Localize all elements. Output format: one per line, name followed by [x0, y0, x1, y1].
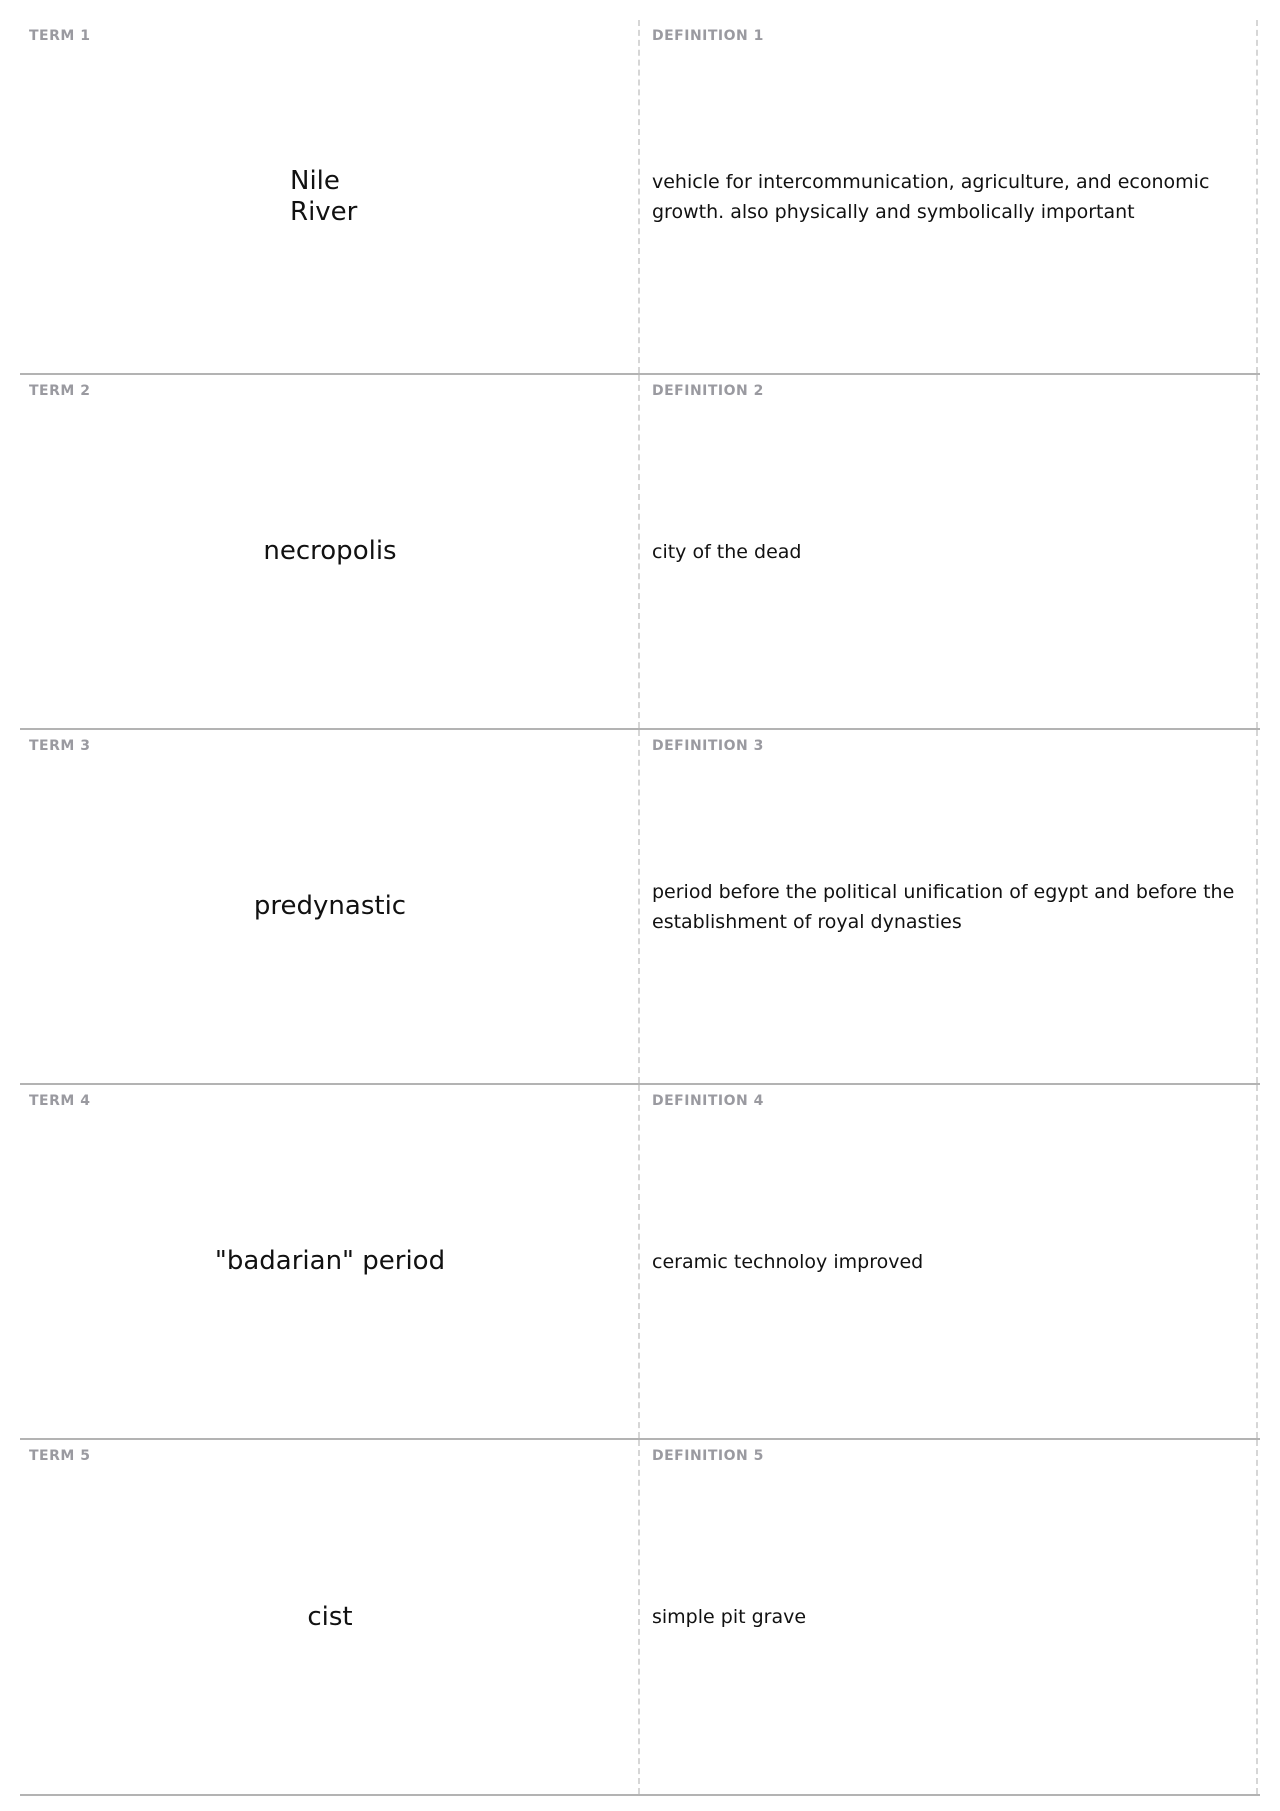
term-cell-1	[20, 20, 640, 373]
definition-label-1: DEFINITION 1	[652, 28, 764, 44]
definition-cell-4	[642, 1085, 1258, 1438]
definition-text-3	[652, 730, 1252, 1083]
definition-label-2: DEFINITION 2	[652, 383, 764, 399]
term-cell-2	[20, 375, 640, 728]
definition-label-3: DEFINITION 3	[652, 738, 764, 754]
term-value-5: cist	[307, 1601, 353, 1632]
term-value-4: "badarian" period	[214, 1246, 446, 1276]
definition-cell-2	[642, 375, 1258, 728]
term-label-4: TERM 4	[29, 1093, 91, 1109]
term-label-5: TERM 5	[29, 1448, 91, 1464]
definition-value-2: city of the dead	[652, 540, 802, 563]
term-text-2	[20, 375, 640, 728]
term-label-2: TERM 2	[29, 383, 91, 399]
flashcard-row-4	[20, 1085, 1260, 1440]
definition-value-1: vehicle for intercommunication, agriculture, and economic growth. also physically and symbolically important	[652, 170, 1210, 223]
definition-text-1	[652, 20, 1252, 373]
term-cell-4	[20, 1085, 640, 1438]
term-value-2: necropolis	[263, 536, 397, 566]
term-value-1: Nile River	[290, 165, 358, 227]
term-text-5	[20, 1440, 640, 1794]
definition-label-4: DEFINITION 4	[652, 1093, 764, 1109]
definition-value-4: ceramic technoloy improved	[652, 1250, 924, 1273]
definition-value-5: simple pit grave	[652, 1606, 807, 1628]
flashcard-row-3	[20, 730, 1260, 1085]
flashcard-sheet	[20, 20, 1260, 1796]
term-text-3	[20, 730, 640, 1083]
flashcard-row-5	[20, 1440, 1260, 1796]
term-label-3: TERM 3	[29, 738, 91, 754]
term-value-3: predynastic	[253, 891, 407, 921]
definition-cell-3	[642, 730, 1258, 1083]
term-text-1	[20, 20, 640, 373]
flashcard-row-1	[20, 20, 1260, 375]
definition-text-4	[652, 1085, 1252, 1438]
definition-text-5	[652, 1440, 1252, 1794]
flashcard-row-2	[20, 375, 1260, 730]
definition-label-5: DEFINITION 5	[652, 1448, 764, 1464]
term-text-4	[20, 1085, 640, 1438]
term-cell-5	[20, 1440, 640, 1794]
term-label-1: TERM 1	[29, 28, 91, 44]
definition-text-2	[652, 375, 1252, 728]
definition-value-3: period before the political unification of egypt and before the establishment of royal dynasties	[652, 880, 1235, 933]
definition-cell-1	[642, 20, 1258, 373]
term-cell-3	[20, 730, 640, 1083]
definition-cell-5	[642, 1440, 1258, 1794]
